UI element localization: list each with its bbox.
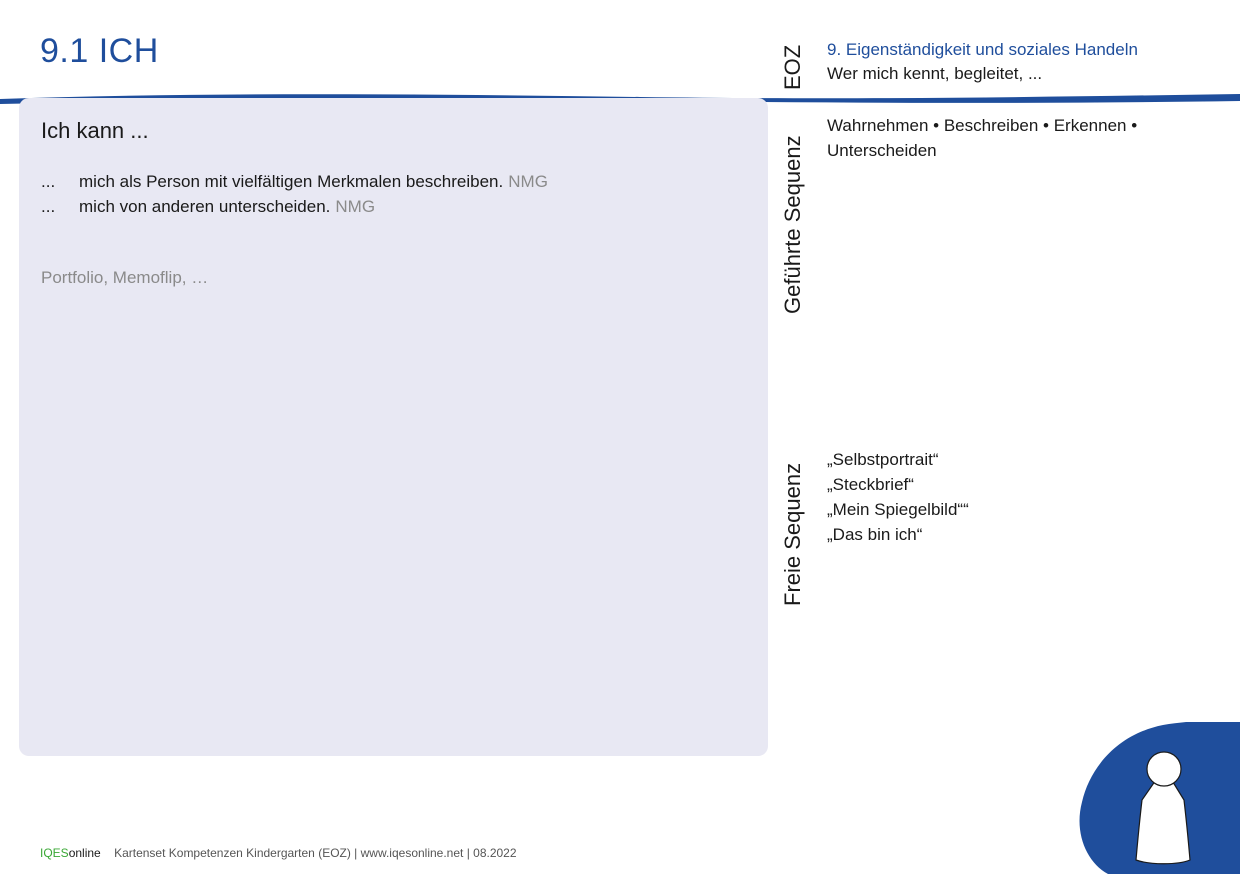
page-title: 9.1 ICH xyxy=(40,32,159,70)
eoz-block xyxy=(827,38,1138,86)
footer-text: Kartenset Kompetenzen Kindergarten (EOZ) | www.iqesonline.net | 08.2022 xyxy=(114,846,517,860)
competence-list xyxy=(41,169,741,219)
competence-item-body: mich von anderen unterscheiden. xyxy=(79,197,331,216)
competence-item xyxy=(41,194,741,219)
guided-sequence-label: Geführte Sequenz xyxy=(780,135,805,314)
competence-item-body: mich als Person mit vielfältigen Merkmalen beschreiben. xyxy=(79,172,504,191)
competence-panel xyxy=(19,98,768,756)
competence-item xyxy=(41,169,741,194)
footer xyxy=(40,846,517,860)
eoz-label: EOZ xyxy=(780,44,805,90)
tools-line: Portfolio, Memoflip, … xyxy=(41,268,209,287)
brand-name-part1: IQES xyxy=(40,846,69,860)
competence-heading: Ich kann ... xyxy=(41,118,149,143)
competence-item-prefix: ... xyxy=(41,197,56,216)
eoz-subtitle: Wer mich kennt, begleitet, ... xyxy=(827,64,1043,83)
guided-sequence-text: Wahrnehmen • Beschreiben • Erkennen • Unterscheiden xyxy=(827,116,1138,160)
subject-tag: NMG xyxy=(335,197,376,216)
free-sequence-label: Freie Sequenz xyxy=(780,462,805,606)
free-sequence-item: „Mein Spiegelbild““ xyxy=(827,500,969,519)
free-sequence-list xyxy=(827,447,969,547)
free-sequence-item: „Steckbrief“ xyxy=(827,475,914,494)
free-sequence-item: „Selbstportrait“ xyxy=(827,450,939,469)
competence-item-prefix: ... xyxy=(41,172,56,191)
competence-item-text xyxy=(79,169,548,194)
free-sequence-item: „Das bin ich“ xyxy=(827,525,923,544)
competence-item-text xyxy=(79,194,375,219)
subject-tag: NMG xyxy=(508,172,548,191)
brand-name-part2: online xyxy=(68,846,101,860)
game-pawn-icon xyxy=(1078,722,1240,874)
eoz-title: 9. Eigenständigkeit und soziales Handeln xyxy=(827,40,1138,59)
